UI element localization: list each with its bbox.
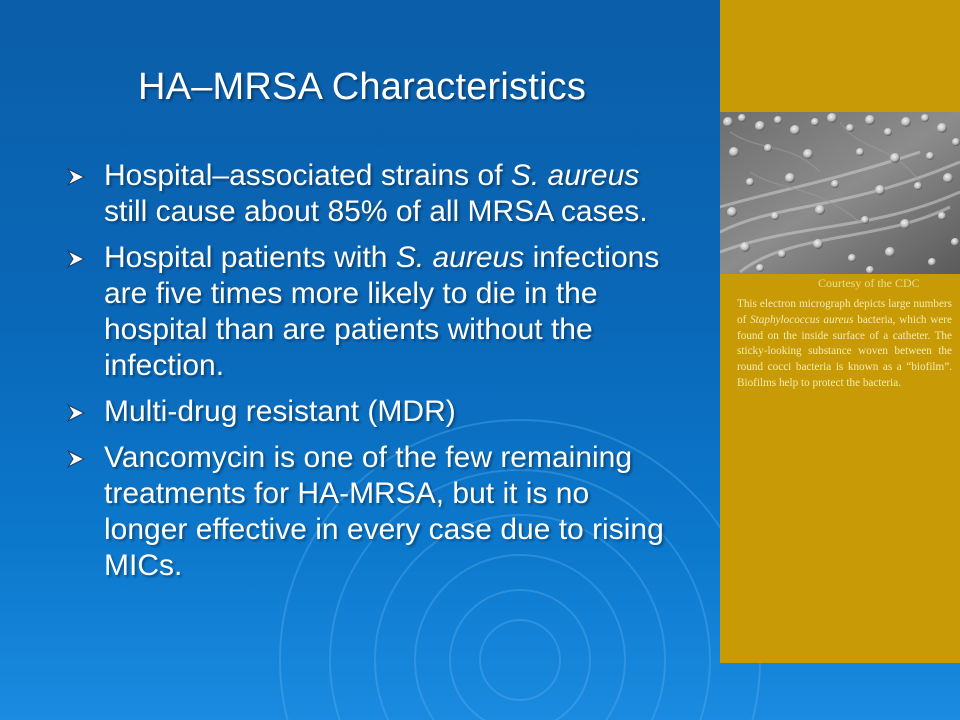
bullet-text: infections are five times more likely to die in the hospital than are patients without the infection.: [104, 241, 660, 382]
arrow-bullet-icon: [66, 403, 86, 423]
bullet-italic: S. aureus: [395, 241, 525, 274]
image-caption: [737, 297, 952, 392]
caption-italic: Staphylococcus aureus: [750, 313, 854, 326]
bullet-item: [66, 240, 666, 384]
arrow-bullet-icon: [66, 449, 86, 469]
bullet-text: Hospital patients with: [104, 241, 396, 274]
bullet-italic: S. aureus: [510, 159, 640, 192]
arrow-bullet-icon: [66, 167, 86, 187]
caption-text: This electron micrograph depicts large numbers of: [737, 298, 952, 326]
bullet-item: [66, 440, 666, 584]
micrograph-image: [720, 112, 960, 274]
bullet-text: Hospital–associated strains of: [104, 159, 511, 192]
bullet-list: [66, 158, 666, 594]
caption-text: bacteria, which were found on the inside surface of a catheter. The sticky-looking substance woven between the round cocci bacteria is known as a “biofilm”. Biofilms help to protect the bacteria.: [737, 313, 952, 389]
bullet-text: Multi-drug resistant (MDR): [104, 395, 456, 428]
bullet-text: still cause about 85% of all MRSA cases.: [104, 195, 648, 228]
image-credit: Courtesy of the CDC: [818, 276, 920, 290]
bullet-text: Vancomycin is one of the few remaining treatments for HA-MRSA, but it is no longer effective in every case due to rising MICs.: [104, 441, 664, 582]
slide-title: HA–MRSA Characteristics: [138, 66, 587, 108]
arrow-bullet-icon: [66, 249, 86, 269]
bullet-item: [66, 394, 666, 430]
bullet-item: [66, 158, 666, 230]
